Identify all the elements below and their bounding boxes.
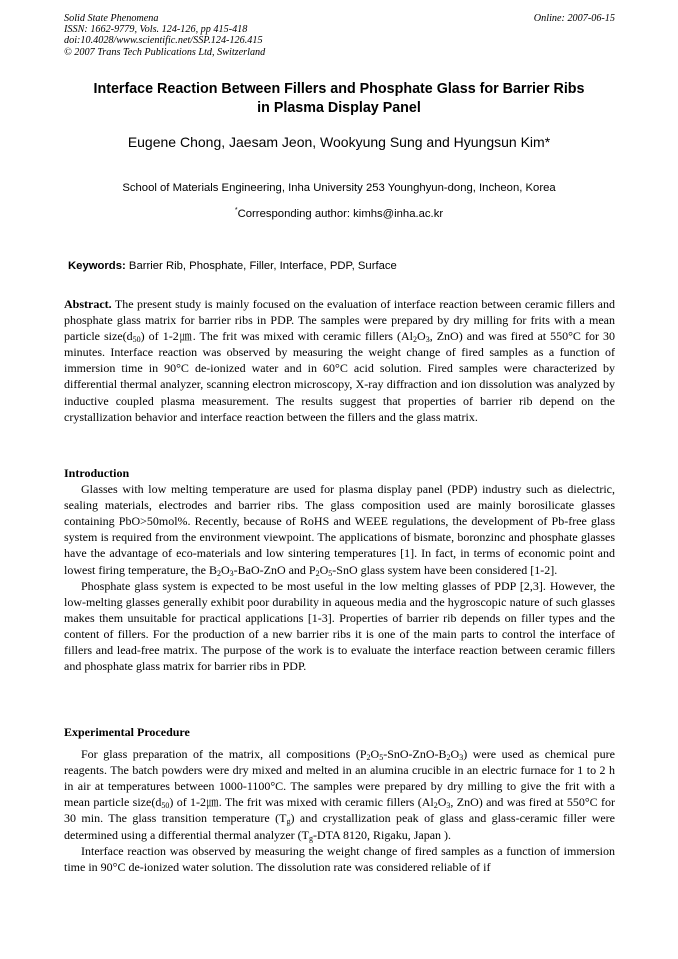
issn-line: ISSN: 1662-9779, Vols. 124-126, pp 415-418	[64, 24, 248, 36]
experimental-paragraph-2: Interface reaction was observed by measuring the weight change of fired samples as a function of immersion time in 90°C de-ionized water solution. The dissolution rate was considered reliable of if	[64, 843, 615, 874]
title-line-2: in Plasma Display Panel	[257, 100, 421, 116]
keywords-label: Keywords:	[68, 260, 126, 272]
exp-text-c: -SnO-ZnO-B	[383, 747, 447, 762]
sub: 50	[161, 801, 170, 811]
sub: 3	[446, 801, 451, 811]
introduction-paragraph-1	[64, 481, 615, 578]
exp-text-h: , ZnO) and was fired at 550°C for 30 min. The glass transition temperature (T	[64, 795, 615, 826]
intro-text-c: -BaO-ZnO and P	[233, 562, 316, 577]
sub: 2	[446, 753, 451, 763]
exp-text-a: For glass preparation of the matrix, all compositions (P	[81, 747, 367, 762]
sub-al2: 2	[413, 335, 418, 345]
affiliation: School of Materials Engineering, Inha University 253 Younghyun-dong, Incheon, Korea	[122, 182, 556, 194]
sub: 2	[216, 568, 221, 578]
sub: 2	[315, 568, 320, 578]
abstract-paragraph	[64, 296, 615, 425]
sub: 5	[328, 568, 333, 578]
author-list: Eugene Chong, Jaesam Jeon, Wookyung Sung and Hyungsun Kim*	[127, 134, 551, 150]
intro-text-b: O	[220, 562, 230, 577]
sub: 5	[379, 753, 384, 763]
title-line-1: Interface Reaction Between Fillers and Phosphate Glass for Barrier Ribs	[93, 81, 585, 97]
introduction-section	[64, 465, 615, 674]
journal-name: Solid State Phenomena	[64, 13, 159, 24]
sub: 3	[459, 753, 464, 763]
sub: g	[309, 833, 314, 843]
experimental-section	[64, 724, 615, 875]
online-date: Online: 2007-06-15	[533, 13, 615, 24]
sub: 2	[433, 801, 438, 811]
sub-d50: 50	[132, 335, 141, 345]
abstract-text-2: ) of 1-2㎛. The frit was mixed with ceramic fillers (Al	[140, 329, 414, 344]
abstract	[64, 296, 615, 425]
sub: g	[286, 817, 291, 827]
corresponding-author	[60, 203, 618, 222]
abstract-text-3: , ZnO) and was fired at 550°C for 30 minutes. Interface reaction was observed by measuring the weight change of fired samples as a function of immersion time in 90°C de-ionized water and in 60°C acid solution. Fired samples were characterized by differential thermal analyzer, scanning electron microscopy, X-ray diffraction and ion dissolution was analyzed by inductive coupled plasma measurement. The results suggest that properties of barrier rib depend on the crystallization behavior and interface reaction between the fillers and the glass matrix.	[64, 329, 615, 424]
doi-line: doi:10.4028/www.scientific.net/SSP.124-126.415	[64, 35, 263, 47]
exp-text-f: ) of 1-2㎛. The frit was mixed with ceramic fillers (Al	[169, 795, 434, 810]
journal-header	[64, 13, 364, 58]
intro-text-a: Glasses with low melting temperature are used for plasma display panel (PDP) industry such as dielectric, sealing materials, electrodes and barrier ribs. The glass composition used are mainly borosilicate glasses containing PbO>50mol%. Recently, because of RoHS and WEEE regulations, the development of Pb-free glass system is required from the environment viewpoint. The applications of bismate, boronzinc and phosphate glasses have the advantage of eco-materials and low sintering temperatures [1]. In fact, in terms of economic point and lowest firing temperature, the B	[64, 482, 615, 577]
introduction-heading: Introduction	[64, 466, 130, 480]
intro-text-d: O	[319, 562, 329, 577]
exp-text-b: O	[370, 747, 380, 762]
sub: 2	[366, 753, 371, 763]
exp-text-e: ) were used as chemical pure reagents. The batch powders were dry mixed and melted in an alumina crucible in an electric furnace for 1 to 2 h in air at temperatures between 1000-1100°C. The samples were prepared by dry milling to give the frit with a mean particle size(d	[64, 747, 615, 810]
exp-text-d: O	[450, 747, 460, 762]
experimental-paragraph-1	[64, 746, 615, 843]
corresponding-star: *	[234, 207, 238, 214]
corresponding-text: Corresponding author: kimhs@inha.ac.kr	[237, 208, 444, 220]
keywords-list: Barrier Rib, Phosphate, Filler, Interface, PDP, Surface	[125, 260, 397, 272]
exp-text-j: -DTA 8120, Rigaku, Japan ).	[313, 827, 452, 842]
copyright-line: © 2007 Trans Tech Publications Ltd, Switzerland	[64, 46, 266, 58]
paper-title	[60, 80, 618, 118]
abstract-label: Abstract.	[64, 297, 112, 311]
intro-text-e: -SnO glass system have been considered [1-2].	[332, 562, 558, 577]
exp-text-g: O	[437, 795, 447, 810]
keywords	[68, 259, 618, 274]
abstract-text-o: O	[417, 329, 426, 344]
sub: 3	[229, 568, 234, 578]
sub-o3: 3	[425, 335, 430, 345]
abstract-text-1: The present study is mainly focused on the evaluation of interface reaction between ceramic fillers and phosphate glass matrix for barrier ribs in PDP. The samples were prepared by dry milling for frits with a mean particle size(d	[64, 297, 615, 344]
introduction-paragraph-2: Phosphate glass system is expected to be most useful in the low melting glasses of PDP [2,3]. However, the low-melting glasses generally exhibit poor durability in aqueous media and the hygroscopic nature of such glasses makes them unsuitable for practical applications [1-3]. Properties of barrier rib depends on filler types and the content of fillers. For the production of a new barrier ribs it is one of the main parts to control the interface of fillers and lead-free matrix. The purpose of the work is to evaluate the interface reaction between ceramic fillers and phosphate glass matrix for barrier ribs in PDP.	[64, 578, 615, 674]
experimental-heading: Experimental Procedure	[64, 725, 190, 739]
exp-text-i: ) and crystallization peak of glass and glass-ceramic filler were determined using a differential thermal analyzer (T	[64, 811, 616, 842]
